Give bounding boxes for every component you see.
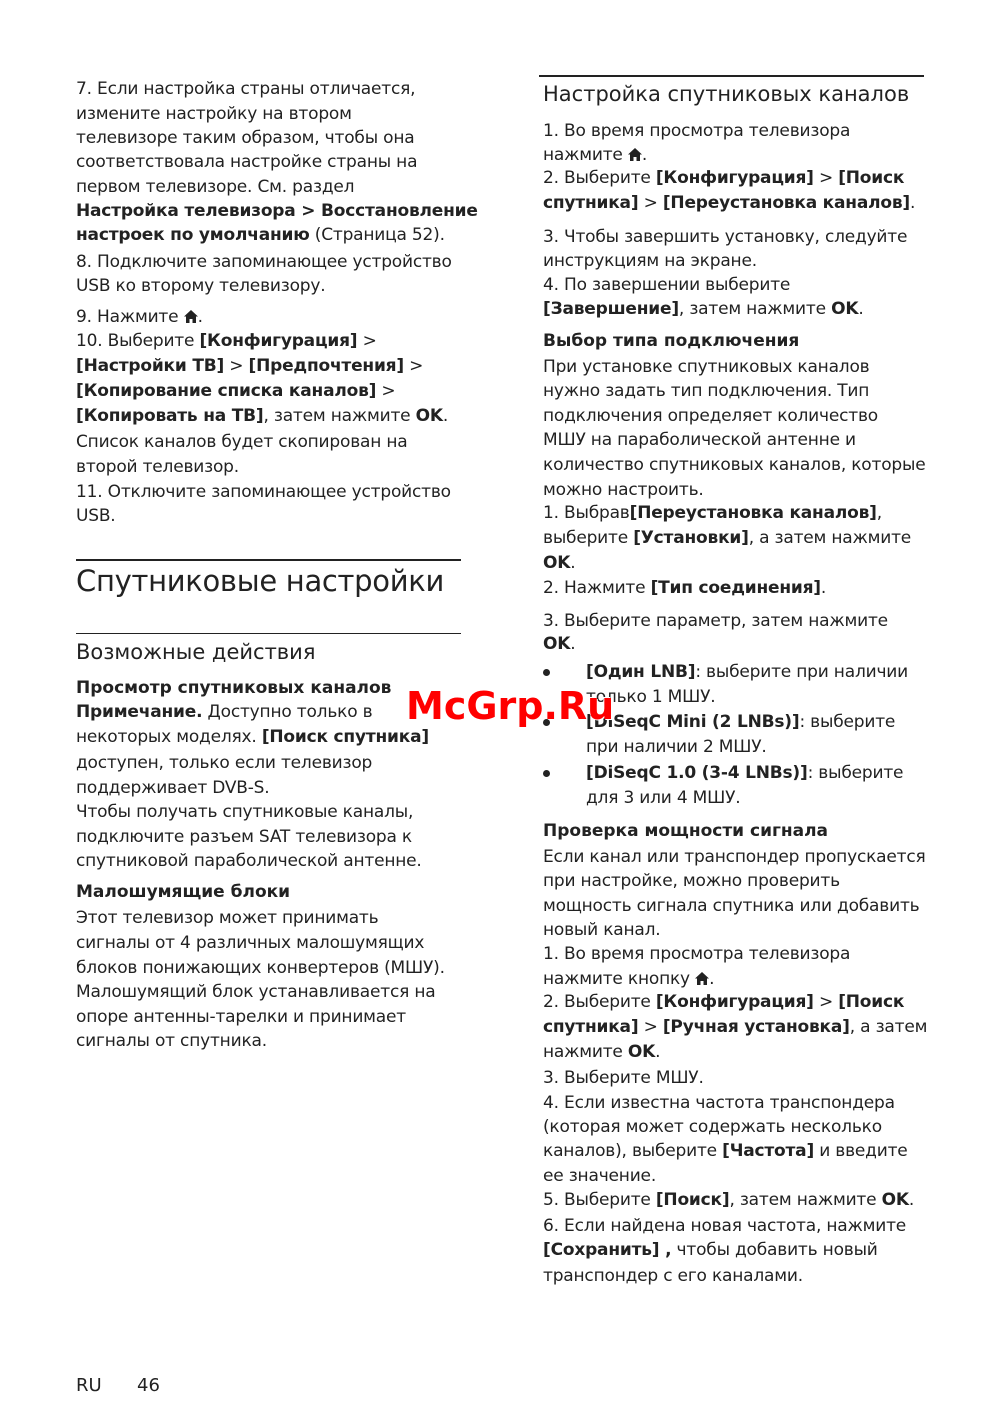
text-line: 11. Отключите запоминающее устройство [76,482,451,502]
text-line: 5. Выберите [Поиск], затем нажмите OK. [543,1190,915,1210]
section-heading: Настройка спутниковых каналов [543,82,910,106]
section-link[interactable]: Настройка телевизора > Восстановление [76,201,478,221]
text-line: нажмите кнопку . [543,969,715,989]
text-line: каналов), выберите [Частота] и введите [543,1141,908,1161]
text-line: подключите разъем SAT телевизора к [76,827,412,847]
section-heading: Возможные действия [76,640,316,664]
text-line: новый канал. [543,920,661,940]
text-line: мощность сигнала спутника или добавить [543,896,920,916]
text-line: Список каналов будет скопирован на [76,432,408,452]
divider [76,559,461,561]
text-line: 1. Во время просмотра телевизора [543,944,851,964]
subsection-heading: Выбор типа подключения [543,331,800,351]
text-line: 10. Выберите [Конфигурация] > [76,331,377,351]
text-line: поддерживает DVB-S. [76,778,270,798]
home-icon [184,310,198,323]
home-icon [695,972,709,985]
text-line: МШУ на параболической антенне и [543,430,856,450]
text-line: 1. Выбрав[Переустановка каналов], [543,503,882,523]
text-line: ее значение. [543,1166,657,1186]
text-line: блоков понижающих конвертеров (МШУ). [76,958,445,978]
list-item: [Один LNB]: выберите при наличии [586,662,908,682]
text-line: [Завершение], затем нажмите OK. [543,299,864,319]
list-item: только 1 МШУ. [586,687,716,707]
text-line: [Копирование списка каналов] > [76,381,396,401]
text-line: второй телевизор. [76,457,239,477]
divider [539,75,924,77]
watermark: McGrp.Ru [406,684,615,728]
page-number: 46 [137,1375,160,1396]
subsection-heading: Просмотр спутниковых каналов [76,678,392,698]
text-line: 7. Если настройка страны отличается, [76,79,416,99]
text-line: Примечание. Доступно только в [76,702,373,722]
text-line: [Копировать на ТВ], затем нажмите OK. [76,406,449,426]
bullet [543,770,550,777]
text-line: настроек по умолчанию (Страница 52). [76,225,445,245]
text-line: 3. Чтобы завершить установку, следуйте [543,227,908,247]
text-line: спутника] > [Ручная установка], а затем [543,1017,928,1037]
text-line: доступен, только если телевизор [76,753,373,773]
text-line: (которая может содержать несколько [543,1117,882,1137]
text-line: OK. [543,634,576,654]
text-line: 9. Нажмите . [76,307,203,327]
text-line: некоторых моделях. [Поиск спутника] [76,727,429,747]
text-line: 3. Выберите параметр, затем нажмите [543,611,888,631]
text-line: телевизоре таким образом, чтобы она [76,128,415,148]
text-line: транспондер с его каналами. [543,1266,803,1286]
text-line: Чтобы получать спутниковые каналы, [76,802,414,822]
text-line: 4. Если известна частота транспондера [543,1093,895,1113]
subsection-heading: Проверка мощности сигнала [543,821,829,841]
text-line: 6. Если найдена новая частота, нажмите [543,1216,907,1236]
footer-language: RU [76,1375,102,1396]
bullet [543,669,550,676]
text-line: спутниковой параболической антенне. [76,851,422,871]
text-line: выберите [Установки], а затем нажмите [543,528,912,548]
text-line: [Сохранить] , чтобы добавить новый [543,1240,878,1260]
text-line: Если канал или транспондер пропускается [543,847,926,867]
text-line: опоре антенны-тарелки и принимает [76,1007,406,1027]
list-item: для 3 или 4 МШУ. [586,788,741,808]
text-line: 2. Выберите [Конфигурация] > [Поиск [543,168,905,188]
text-line: соответствовала настройке страны на [76,152,418,172]
text-line: количество спутниковых каналов, которые [543,455,926,475]
list-item: [DiSeqC 1.0 (3-4 LNBs)]: выберите [586,763,904,783]
text-line: при настройке, можно проверить [543,871,840,891]
text-line: сигналы от 4 различных малошумящих [76,933,425,953]
text-line: USB ко второму телевизору. [76,276,326,296]
text-line: OK. [543,553,576,573]
home-icon [628,148,642,161]
text-line: 8. Подключите запоминающее устройство [76,252,452,272]
text-line: нужно задать тип подключения. Тип [543,381,870,401]
text-line: сигналы от спутника. [76,1031,267,1051]
text-line: нажмите OK. [543,1042,661,1062]
list-item: при наличии 2 МШУ. [586,737,767,757]
text-line: первом телевизоре. См. раздел [76,177,355,197]
text-line: 2. Нажмите [Тип соединения]. [543,578,827,598]
text-line: USB. [76,506,116,526]
text-line: Этот телевизор может принимать [76,908,379,928]
text-line: спутника] > [Переустановка каналов]. [543,193,916,213]
text-line: измените настройку на втором [76,104,352,124]
text-line: [Настройки ТВ] > [Предпочтения] > [76,356,424,376]
text-line: 4. По завершении выберите [543,275,791,295]
text-line: При установке спутниковых каналов [543,357,870,377]
page-title: Спутниковые настройки [76,564,445,598]
text-line: можно настроить. [543,480,704,500]
text-line: инструкциям на экране. [543,251,757,271]
divider [76,633,461,634]
text-line: Малошумящий блок устанавливается на [76,982,436,1002]
text-line: 2. Выберите [Конфигурация] > [Поиск [543,992,905,1012]
subsection-heading: Малошумящие блоки [76,882,291,902]
text-line: 3. Выберите МШУ. [543,1068,704,1088]
text-line: подключения определяет количество [543,406,879,426]
text-line: нажмите . [543,145,648,165]
text-line: 1. Во время просмотра телевизора [543,121,851,141]
list-item: [DiSeqC Mini (2 LNBs)]: выберите [586,712,896,732]
